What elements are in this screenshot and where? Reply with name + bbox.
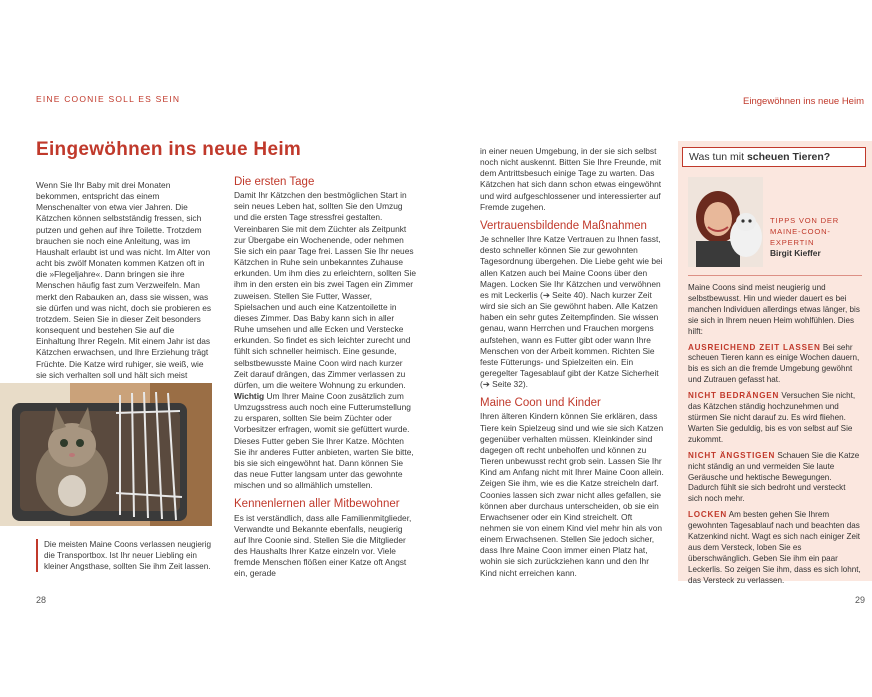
page-title: Eingewöhnen ins neue Heim bbox=[36, 139, 302, 160]
expert-tips-box bbox=[678, 141, 872, 585]
photo-caption-block bbox=[36, 539, 216, 572]
intro-paragraph bbox=[36, 180, 212, 392]
sidebar-divider bbox=[688, 275, 862, 276]
expert-portrait bbox=[688, 177, 763, 267]
tip-text: Schauen Sie die Katze nicht ständig an und vermeiden Sie laute Geräusche und hektische Bewegungen. Dadurch fühlt sie sich bedroht und versteckt sich noch mehr. bbox=[688, 450, 860, 504]
column-three bbox=[480, 146, 664, 579]
sidebar-heading-prefix: Was tun mit bbox=[689, 151, 747, 163]
sidebar-heading-bold: scheuen Tieren? bbox=[746, 151, 831, 163]
tip-item bbox=[688, 343, 862, 387]
tip-keyword: LOCKEN bbox=[688, 510, 727, 520]
sidebar-body bbox=[688, 283, 862, 587]
running-head-left: EINE COONIE SOLL ES SEIN bbox=[36, 94, 181, 104]
tip-item bbox=[688, 391, 862, 446]
photo-caption: Die meisten Maine Coons verlassen neugierig die Transportbox. Ist Ihr neuer Liebling ein kleiner Angsthase, sollten Sie ihm Zeit lassen. bbox=[44, 540, 212, 571]
wichtig-text: Um Ihrer Maine Coon zusätzlich zum Umzugsstress auch noch eine Futterumstellung zu ersparen, sollten Sie beim Züchter oder Vorbesitzer erfragen, womit sie gefüttert wurde. Dieses Futter geben Sie Ihrer Katze. Möchten Sie ihr anderes Futter anbieten, warten Sie bitte, bis sie sich eingewöhnt hat. Dann können Sie das neue Futter langsam unter das gewohnte mischen und so allmählich umstellen. bbox=[234, 390, 414, 491]
sidebar-heading bbox=[682, 147, 866, 167]
tip-text: Am besten gehen Sie Ihrem gewohnten Tagesablauf nach und beachten das Katzenkind nicht. Wagt es sich nach einiger Zeit aus dem Versteck, loben Sie es überschwänglich. Geben Sie ihm ein paar Leckerlis. So zeigen Sie ihm, dass es sich lohnt, das Versteck zu verlassen. bbox=[688, 510, 861, 585]
text-first-days: Damit Ihr Kätzchen den bestmöglichen Start in sein neues Leben hat, sollten Sie den Umzug und die ersten Tage stressfrei gestalten. Vereinbaren Sie mit dem Züchter als Zeitpunkt zur Übergabe ein Wochenende, oder nehmen Sie sich ein paar Tage frei. Lassen Sie Ihr neues Kätzchen in Ruhe sein unbekanntes Zuhause erkunden. Um ihm dies zu erleichtern, sollten Sie ihm in den ersten ein bis zwei Tagen ein Zimmer zuweisen. Stellen Sie Futter, Wasser, Spielsachen und auch eine Katzentoilette in dieses Zimmer. Das Baby kann sich in aller Ruhe umsehen und alle Ecken und Verstecke erkunden. So findet es sich leichter zurecht und fühlt sich schneller heimisch. Eine gesunde, selbstbewusste Maine Coon wird nach kurzer Zeit darauf drängen, das Zimmer verlassen zu dürfen, um die weitere Wohnung zu erkunden. bbox=[234, 190, 417, 390]
sidebar-intro: Maine Coons sind meist neugierig und selbstbewusst. Hin und wieder dauert es bei manchen Individuen allerdings etwas länger, bis sie sich in Ihrem neuen Heim wohlfühlen. Dies hilft: bbox=[688, 283, 860, 336]
page-number-right: 29 bbox=[855, 595, 866, 605]
heading-trust: Vertrauensbildende Maßnahmen bbox=[480, 219, 647, 232]
expert-name: Birgit Kieffer bbox=[770, 248, 821, 258]
kitten-illustration bbox=[0, 383, 212, 526]
column-two bbox=[234, 177, 416, 579]
kitten-photo bbox=[0, 383, 212, 526]
running-head-right: Eingewöhnen ins neue Heim bbox=[743, 96, 864, 107]
wichtig-label: Wichtig bbox=[234, 390, 265, 401]
text-continuation: in einer neuen Umgebung, in der sie sich selbst noch nicht auskennt. Bitten Sie Ihre Freunde, mit dem Antrittsbesuch einige Tage zu warten. Das Kätzchen hat sich dann schon etwas eingewöhnt und wird aufgeschlossener und interessierter auf Fremde zugehen. bbox=[480, 146, 662, 212]
heading-first-days: Die ersten Tage bbox=[234, 176, 315, 188]
expert-label: TIPPS VON DER MAINE-COON-EXPERTIN bbox=[770, 216, 840, 247]
page-number-left: 28 bbox=[36, 595, 47, 605]
tip-keyword: NICHT BEDRÄNGEN bbox=[688, 391, 780, 401]
heading-meet: Kennenlernen aller Mitbewohner bbox=[234, 498, 400, 511]
text-meet: Es ist verständlich, dass alle Familienmitglieder, Verwandte und Bekannte ebenfalls, neugierig auf Ihre Coonie sind. Stellen Sie die Mitglieder des Haushalts Ihrer Katze einzeln vor. Viele fremde Menschen flößen einer Katze oft Angst ein, gerade bbox=[234, 512, 412, 579]
intro-text: Wenn Sie Ihr Baby mit drei Monaten bekommen, entspricht das einem Menschenalter von etwa vier Jahren. Die Kätzchen können selbstständig fressen, sich putzen und gehen auf ihre Toilette. Trotzdem brauchen sie noch eine Anleitung, was im Haushalt erlaubt ist und was nicht. Im Alter von acht bis zwölf Monaten kommen Katzen oft in die »Flegeljahre«. Dann bringen sie ihre Menschen häufig fast zum Verzweifeln. Man merkt den Rabauken an, dass sie wissen, was sie dürfen und was nicht, doch sie probieren es trotzdem. Seien Sie in dieser Zeit besonders konsequent und bestehen Sie auf die Einhaltung Ihrer Regeln. Mit einem Jahr ist das Kätzchen erwachsen, und Ihre Erziehung trägt Früchte. Die Katze wird ruhiger, sie weiß, wie sie sich verhalten soll und hält sich meist bbox=[36, 180, 212, 380]
tip-item bbox=[688, 451, 862, 506]
heading-kids: Maine Coon und Kinder bbox=[480, 397, 601, 410]
tip-keyword: AUSREICHEND ZEIT LASSEN bbox=[688, 342, 821, 352]
tip-keyword: NICHT ÄNGSTIGEN bbox=[688, 450, 776, 460]
wichtig-paragraph bbox=[234, 391, 416, 491]
text-kids: Ihren älteren Kindern können Sie erklären, dass Tiere kein Spielzeug sind und wie sie sich Katzen gegenüber verhalten müssen. Kleinkinder sind dagegen oft recht unbeholfen und können zu Tieren unbewusst recht grob sein. Lassen Sie Ihr Kind am Anfang nicht mit Ihrer Maine Coon allein. Zeigen Sie ihm, wie es die Katze streicheln darf. Coonies lassen sich zwar nicht alles gefallen, sie können aber durchaus unterscheiden, ob sie ein Erwachsener oder ein Kind streichelt. Oft nehmen sie von einem Kind viel mehr hin als von einem Erwachsenen. Stellen Sie jedoch sicher, dass Ihre Maine Coon immer einen Platz hat, wohin sie sich zurückziehen kann und den Ihr Kind nicht erreichen kann. bbox=[480, 411, 664, 578]
text-trust: Je schneller Ihre Katze Vertrauen zu Ihnen fasst, desto schneller können Sie zur gewohnten Tagesordnung übergehen. Die Liebe geht wie bei allen Katzen auch bei Maine Coons über den Magen. Locken Sie Ihr Kätzchen und verwöhnen es mit Leckerlis (➔ Seite 40). Nach kurzer Zeit wird sie sich an Sie gewöhnt haben. Alle Katzen haben ein sehr gutes Zeitempfinden. Sie wissen genau, wann Herrchen und Frauchen morgens aufstehen, wann es Futter gibt oder wann Ihre Menschen von der Arbeit kommen. Richten Sie feste Fütterungs- und Spielzeiten ein. Ein geregelter Tagesablauf gibt der Katze Sicherheit (➔ Seite 32). bbox=[480, 234, 663, 390]
tip-text: Versuchen Sie nicht, das Kätzchen ständig hochzunehmen und stürmen Sie nicht darauf zu. Es wird fliehen. Warten Sie geduldig, bis es von selbst auf Sie zukommt. bbox=[688, 391, 856, 444]
expert-credit bbox=[770, 215, 870, 258]
tip-item bbox=[688, 510, 862, 586]
tip-text: Bei sehr scheuen Tieren kann es einige Wochen dauern, bis es sich an die fremde Umgebung gewöhnt und Zutrauen gefasst hat. bbox=[688, 342, 860, 385]
